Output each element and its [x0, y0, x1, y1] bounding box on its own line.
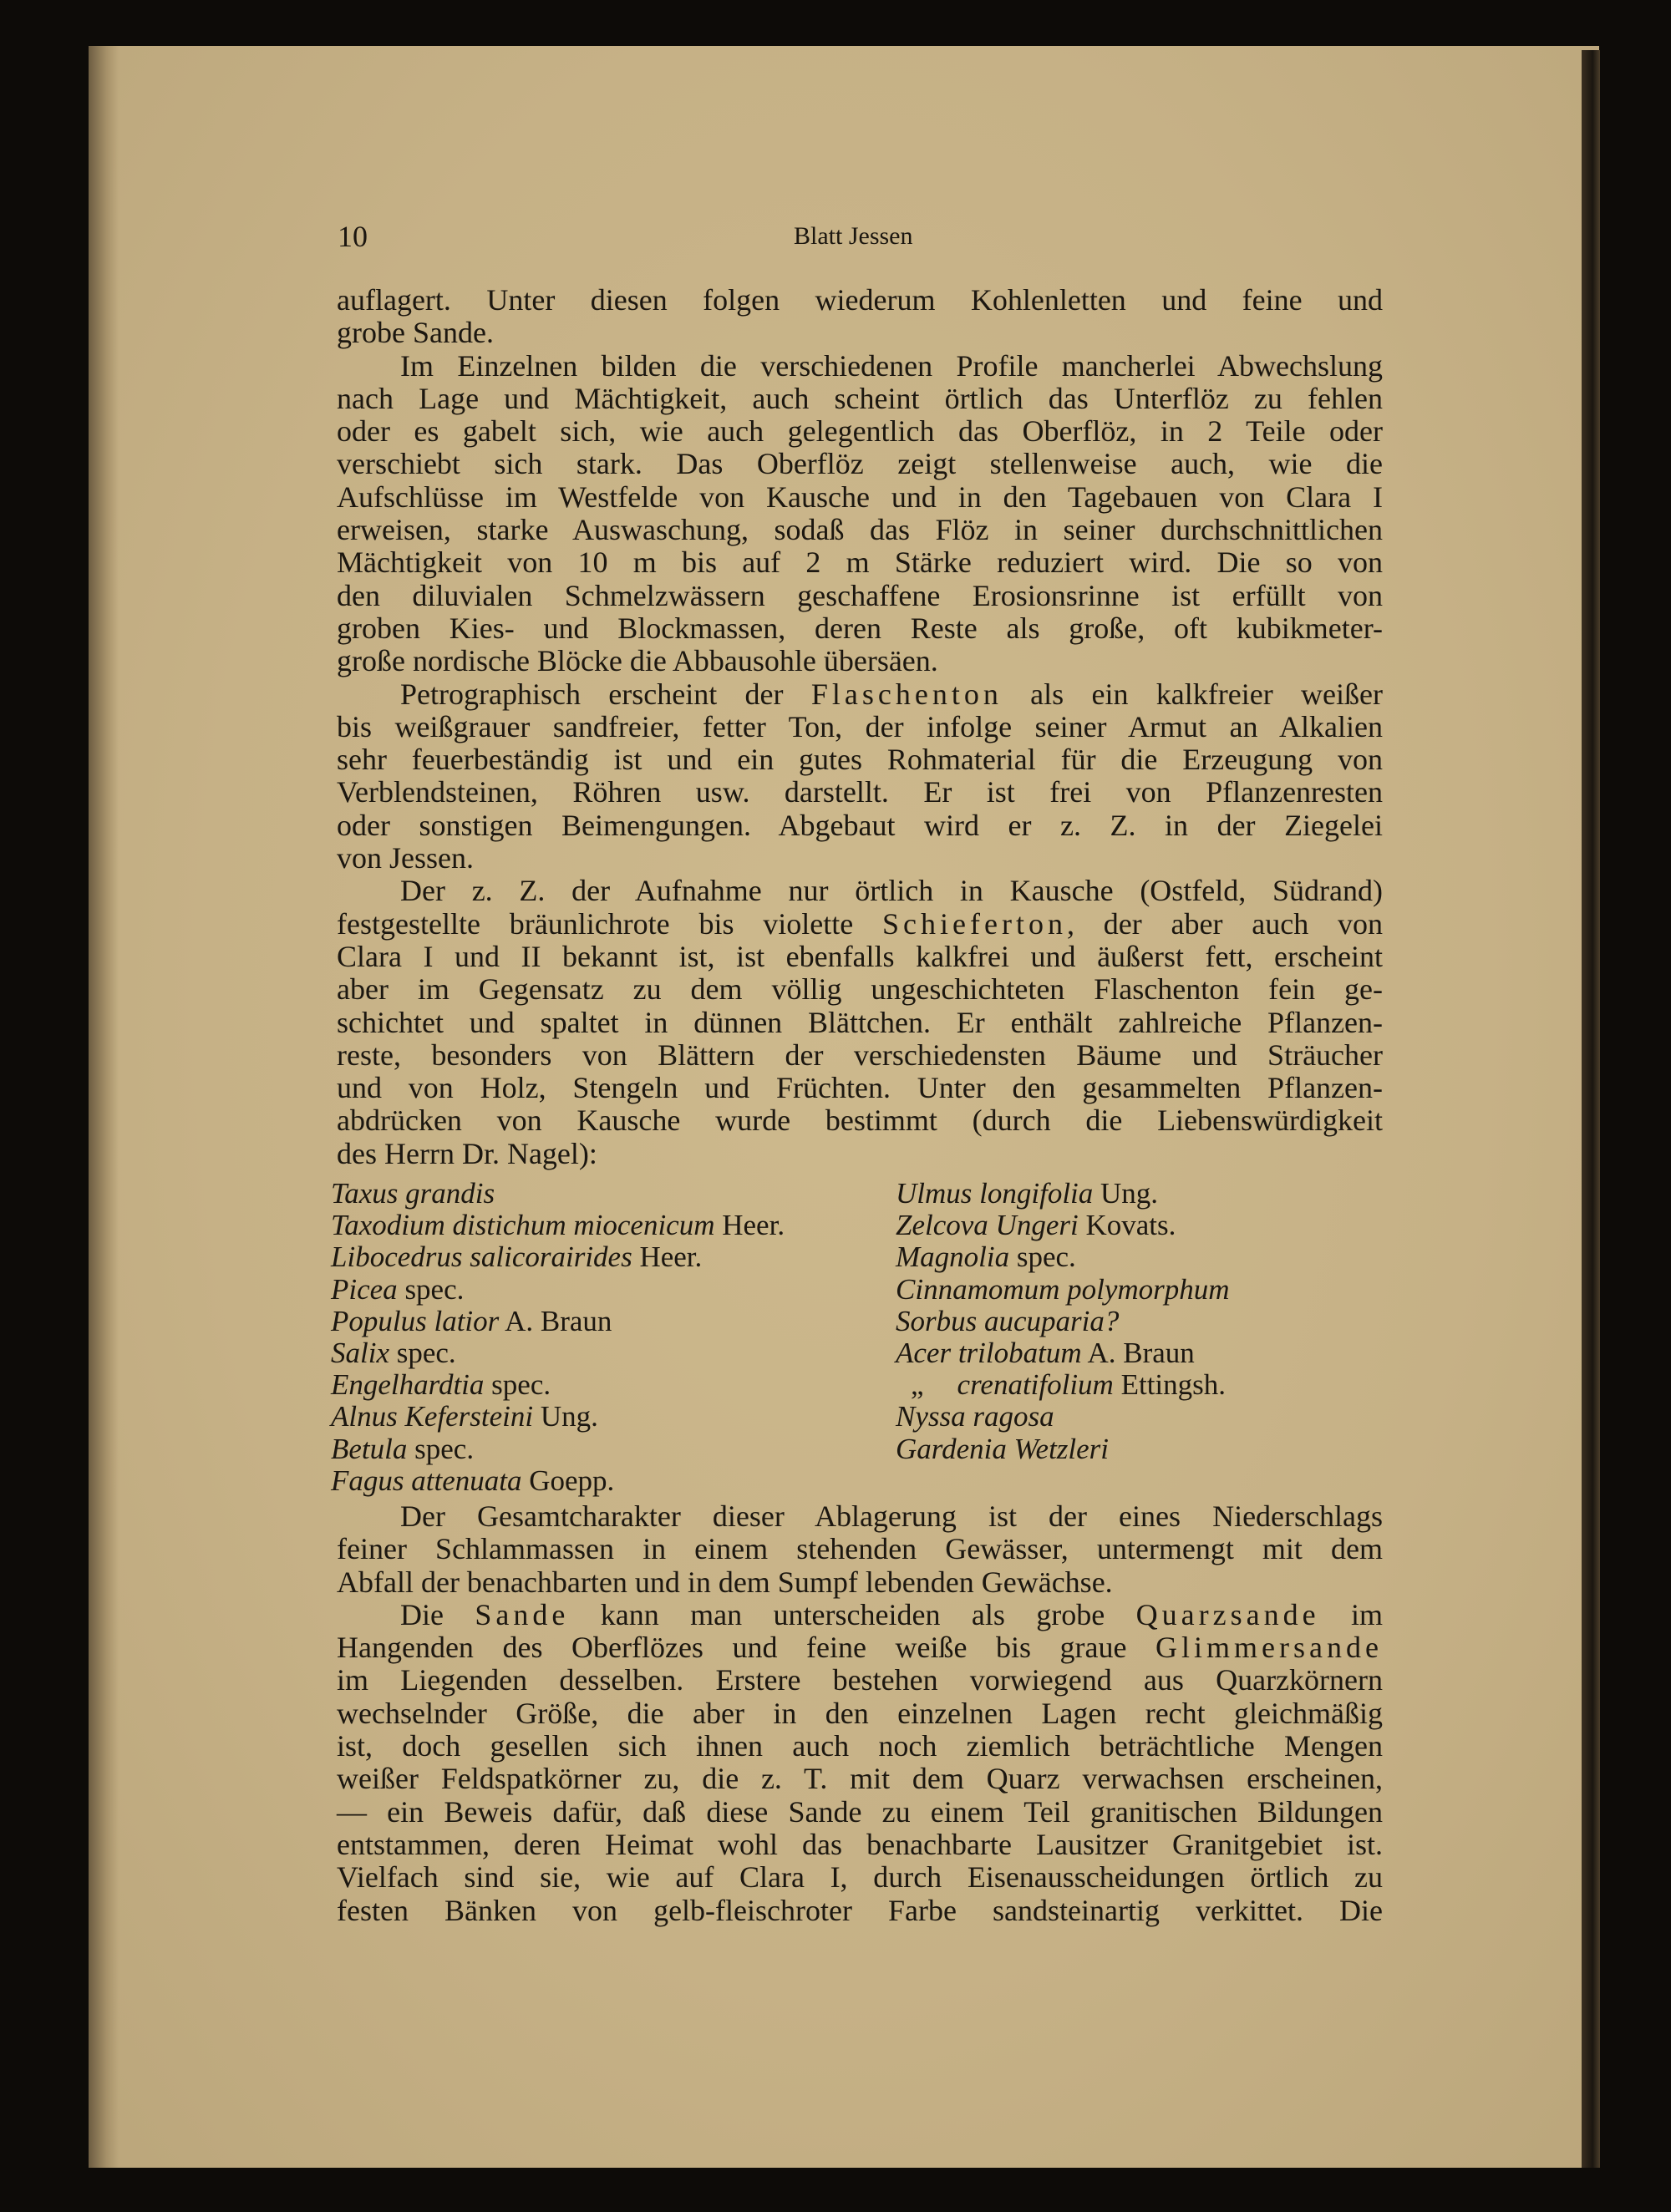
page-number: 10: [338, 220, 368, 253]
text-line: und von Holz, Stengeln und Früchten. Unter den gesammelten Pflanzen-: [337, 1071, 1383, 1105]
text-line: Abfall der benachbarten und in dem Sumpf lebenden Gewächse.: [337, 1565, 1113, 1599]
species-entry: [331, 1369, 785, 1401]
text-line: im Liegenden desselben. Erstere bestehen vorwiegend aus Quarzkörnern: [337, 1663, 1383, 1697]
species-entry: [896, 1401, 1230, 1433]
text-line: bis weißgrauer sandfreier, fetter Ton, der infolge seiner Armut an Alkalien: [337, 709, 1383, 743]
text-line: Der Gesamtcharakter dieser Ablagerung ist der eines Niederschlags: [400, 1499, 1383, 1533]
text-segment: kann man unterscheiden als grobe: [569, 1597, 1136, 1631]
text-line: Aufschlüsse im Westfelde von Kausche und in den Tagebauen von Clara I: [337, 479, 1383, 514]
text-line: den diluvialen Schmelzwässern geschaffene Erosionsrinne ist erfüllt von: [337, 578, 1383, 612]
text-line: groben Kies- und Blockmassen, deren Reste als große, oft kubikmeter-: [337, 611, 1383, 645]
species-entry: [331, 1306, 785, 1337]
book-spine: [1582, 50, 1600, 2168]
spaced-emphasis: Quarzsande: [1135, 1597, 1320, 1631]
text-line: Der z. Z. der Aufnahme nur örtlich in Kausche (Ostfeld, Südrand): [400, 874, 1383, 908]
species-author: spec.: [414, 1432, 475, 1465]
text-segment: festgestellte bräunlichrote bis violette: [337, 906, 883, 941]
text-line: oder sonstigen Beimengungen. Abgebaut wird er z. Z. in der Ziegelei: [337, 808, 1383, 842]
text-line: große nordische Blöcke die Abbausohle übersäen.: [337, 644, 938, 678]
species-entry: [331, 1337, 785, 1369]
species-name: Cinnamomum polymorphum: [896, 1272, 1230, 1306]
species-author: Goepp.: [529, 1464, 615, 1497]
species-entry: [896, 1433, 1230, 1465]
text-line: Clara I und II bekannt ist, ist ebenfalls kalkfrei und äußerst fett, erscheint: [337, 939, 1383, 973]
running-title: Blatt Jessen: [794, 222, 913, 250]
text-line: erweisen, starke Auswaschung, sodaß das Flöz in seiner durchschnittlichen: [337, 513, 1383, 547]
text-line: Verblendsteinen, Röhren usw. darstellt. Er ist frei von Pflanzenresten: [337, 775, 1383, 809]
text-segment: Die: [400, 1597, 475, 1631]
spaced-emphasis: Flaschenton: [810, 677, 1003, 711]
text-line: des Herrn Dr. Nagel):: [337, 1136, 597, 1170]
species-column-right: [896, 1178, 1230, 1465]
text-line: [337, 678, 1383, 711]
text-segment: Petrographisch erscheint der: [400, 677, 811, 711]
species-entry: [896, 1306, 1230, 1337]
species-author: spec.: [1016, 1240, 1076, 1274]
species-author: A. Braun: [505, 1304, 612, 1337]
species-entry: [896, 1337, 1230, 1369]
text-line: oder es gabelt sich, wie auch gelegentlich das Oberflöz, in 2 Teile oder: [337, 414, 1383, 449]
species-name: crenatifolium: [957, 1368, 1114, 1402]
species-author: Kovats.: [1085, 1209, 1176, 1242]
species-entry: [896, 1241, 1230, 1273]
species-name: Zelcova Ungeri: [896, 1209, 1079, 1242]
species-entry: [896, 1369, 1230, 1401]
text-line: von Jessen.: [337, 841, 474, 875]
text-line: [337, 908, 1383, 941]
species-author: Ung.: [540, 1400, 598, 1433]
species-entry: [896, 1274, 1230, 1306]
species-name: Fagus attenuata: [331, 1464, 522, 1497]
text-line: schichtet und spaltet in dünnen Blättchen. Er enthält zahlreiche Pflanzen-: [337, 1005, 1383, 1039]
text-line: sehr feuerbeständig ist und ein gutes Rohmaterial für die Erzeugung von: [337, 743, 1383, 777]
text-line: entstammen, deren Heimat wohl das benachbarte Lausitzer Granitgebiet ist.: [337, 1827, 1383, 1861]
species-name: Populus latior: [331, 1304, 500, 1337]
species-column-left: [331, 1178, 785, 1497]
text-line: — ein Beweis dafür, daß diese Sande zu einem Teil granitischen Bildungen: [337, 1794, 1383, 1829]
spaced-emphasis: Glimmersande: [1155, 1631, 1383, 1665]
page-binding-edge: [89, 46, 119, 2168]
species-entry: [896, 1210, 1230, 1241]
text-line: verschiebt sich stark. Das Oberflöz zeigt stellenweise auch, wie die: [337, 447, 1383, 481]
spaced-emphasis: Schieferton: [882, 906, 1067, 941]
species-author: spec.: [396, 1336, 456, 1369]
species-name: Alnus Kefersteini: [331, 1400, 534, 1433]
species-author: spec.: [404, 1272, 465, 1306]
species-author: Ettingsh.: [1120, 1368, 1227, 1402]
species-author: Heer.: [722, 1209, 785, 1242]
species-name: Taxodium distichum miocenicum: [331, 1209, 715, 1242]
species-entry: [896, 1178, 1230, 1210]
species-entry: [331, 1401, 785, 1433]
text-line: aber im Gegensatz zu dem völlig ungeschichteten Flaschenton fein ge-: [337, 972, 1383, 1007]
species-name: Nyssa ragosa: [896, 1400, 1054, 1433]
species-entry: [331, 1210, 785, 1241]
ditto-mark: „: [911, 1368, 924, 1402]
species-name: Taxus grandis: [331, 1177, 495, 1210]
text-line: festen Bänken von gelb-fleischroter Farbe sandsteinartig verkittet. Die: [337, 1893, 1383, 1927]
spaced-emphasis: Sande: [475, 1597, 570, 1631]
species-author: Ung.: [1100, 1177, 1159, 1210]
text-line: ist, doch gesellen sich ihnen auch noch ziemlich beträchtliche Mengen: [337, 1729, 1383, 1763]
species-entry: [331, 1241, 785, 1273]
species-name: Ulmus longifolia: [896, 1177, 1094, 1210]
text-segment: im: [1319, 1597, 1383, 1631]
species-name: Acer trilobatum: [896, 1336, 1082, 1369]
species-entry: [331, 1178, 785, 1210]
species-name: Picea: [331, 1272, 398, 1306]
species-entry: [331, 1465, 785, 1497]
text-line: reste, besonders von Blättern der verschiedensten Bäume und Sträucher: [337, 1038, 1383, 1072]
species-entry: [331, 1433, 785, 1465]
text-line: [337, 1599, 1383, 1631]
text-segment: als ein kalkfreier weißer: [1002, 677, 1383, 711]
text-line: Mächtigkeit von 10 m bis auf 2 m Stärke reduziert wird. Die so von: [337, 545, 1383, 580]
species-name: Libocedrus salicorairides: [331, 1240, 632, 1274]
species-author: A. Braun: [1087, 1336, 1195, 1369]
text-line: abdrücken von Kausche wurde bestimmt (durch die Liebenswürdigkeit: [337, 1103, 1383, 1138]
body-text-upper: [337, 284, 1383, 1170]
species-name: Engelhardtia: [331, 1368, 485, 1402]
species-name: Magnolia: [896, 1240, 1010, 1274]
species-author: Heer.: [639, 1240, 703, 1274]
text-line: feiner Schlammassen in einem stehenden Gewässer, untermengt mit dem: [337, 1532, 1383, 1566]
body-text-lower: [337, 1500, 1383, 1927]
species-author: spec.: [491, 1368, 551, 1402]
species-name: Sorbus aucuparia?: [896, 1304, 1120, 1337]
text-segment: , der aber auch von: [1066, 906, 1384, 941]
text-line: grobe Sande.: [337, 316, 494, 350]
text-line: nach Lage und Mächtigkeit, auch scheint örtlich das Unterflöz zu fehlen: [337, 381, 1383, 415]
species-entry: [331, 1274, 785, 1306]
text-line: [337, 1631, 1383, 1664]
text-line: auflagert. Unter diesen folgen wiederum Kohlenletten und feine und: [337, 283, 1383, 317]
text-line: weißer Feldspatkörner zu, die z. T. mit dem Quarz verwachsen erscheinen,: [337, 1762, 1383, 1796]
text-line: Vielfach sind sie, wie auf Clara I, durch Eisenausscheidungen örtlich zu: [337, 1860, 1383, 1895]
text-line: wechselnder Größe, die aber in den einzelnen Lagen recht gleichmäßig: [337, 1696, 1383, 1730]
species-name: Gardenia Wetzleri: [896, 1432, 1110, 1465]
text-line: Im Einzelnen bilden die verschiedenen Profile mancherlei Abwechslung: [400, 348, 1383, 383]
species-name: Salix: [331, 1336, 389, 1369]
species-name: Betula: [331, 1432, 408, 1465]
text-segment: Hangenden des Oberflözes und feine weiße bis graue: [337, 1631, 1156, 1665]
